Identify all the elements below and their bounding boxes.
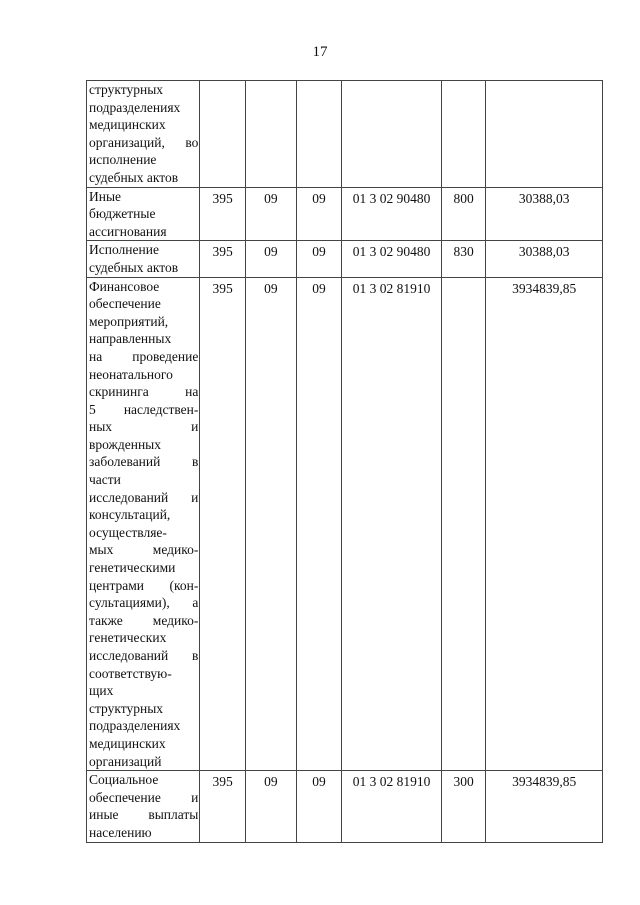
section-cell: 09 bbox=[245, 277, 296, 771]
description-line: обеспечение и bbox=[89, 789, 199, 805]
grbs-cell: 395 bbox=[200, 241, 246, 277]
description-line: судебных актов bbox=[89, 169, 179, 185]
description-line: мероприятий, bbox=[89, 313, 169, 329]
table-row bbox=[87, 241, 603, 277]
description-line: обеспечение bbox=[89, 296, 161, 312]
description-line: направленных bbox=[89, 331, 172, 347]
description-line: ных и bbox=[89, 419, 199, 435]
description-cell bbox=[87, 187, 200, 241]
description-line: генетических bbox=[89, 630, 167, 646]
description-line: медицинских bbox=[89, 117, 166, 133]
page-number: 17 bbox=[312, 44, 328, 60]
budget-table bbox=[86, 80, 603, 843]
description-line: подразделениях bbox=[89, 718, 181, 734]
sum-cell bbox=[486, 81, 603, 188]
target-article-cell bbox=[342, 81, 442, 188]
description-line: центрами (кон- bbox=[89, 577, 199, 593]
description-line: структурных bbox=[89, 82, 164, 97]
description-cell bbox=[87, 771, 200, 842]
target-article-cell: 01 3 02 90480 bbox=[342, 241, 442, 277]
description-line: Социальное bbox=[89, 772, 159, 788]
description-line: генетическими bbox=[89, 560, 176, 576]
expense-type-cell bbox=[441, 81, 486, 188]
target-article-cell: 01 3 02 90480 bbox=[342, 187, 442, 241]
description-line: организаций bbox=[89, 753, 162, 769]
description-line: также медико- bbox=[89, 612, 199, 628]
section-cell: 09 bbox=[245, 187, 296, 241]
description-cell bbox=[87, 81, 200, 188]
section-cell: 09 bbox=[245, 771, 296, 842]
description-line: на проведение bbox=[89, 348, 199, 364]
description-line: сультациями), а bbox=[89, 595, 199, 611]
description-line: организаций, во bbox=[89, 134, 199, 150]
description-line: части bbox=[89, 472, 121, 488]
section-cell: 09 bbox=[245, 241, 296, 277]
sum-cell: 30388,03 bbox=[486, 241, 603, 277]
description-line: соответствую- bbox=[89, 665, 172, 681]
grbs-cell: 395 bbox=[200, 277, 246, 771]
grbs-cell bbox=[200, 81, 246, 188]
description-line: структурных bbox=[89, 700, 164, 716]
description-line: щих bbox=[89, 683, 114, 699]
description-line: подразделениях bbox=[89, 99, 181, 115]
description-line: врожденных bbox=[89, 436, 161, 452]
expense-type-cell: 300 bbox=[441, 771, 486, 842]
sum-cell: 30388,03 bbox=[486, 187, 603, 241]
description-line: ассигнования bbox=[89, 223, 167, 239]
description-line: населению bbox=[89, 824, 152, 840]
description-line: бюджетные bbox=[89, 206, 156, 222]
subsection-cell: 09 bbox=[296, 277, 342, 771]
description-line: иные выплаты bbox=[89, 807, 199, 823]
description-line: мых медико- bbox=[89, 542, 199, 558]
description-line: исследований в bbox=[89, 648, 199, 663]
description-line: 5 наследствен- bbox=[89, 401, 199, 417]
table-row bbox=[87, 187, 603, 241]
description-line: Исполнение bbox=[89, 242, 159, 258]
description-line: медицинских bbox=[89, 735, 166, 751]
description-line: осуществляе- bbox=[89, 524, 167, 540]
expense-type-cell: 800 bbox=[441, 187, 486, 241]
section-cell bbox=[245, 81, 296, 188]
description-line: неонатального bbox=[89, 366, 173, 382]
target-article-cell: 01 3 02 81910 bbox=[342, 277, 442, 771]
description-line: исследований и bbox=[89, 489, 199, 505]
sum-cell: 3934839,85 bbox=[486, 771, 603, 842]
target-article-cell: 01 3 02 81910 bbox=[342, 771, 442, 842]
description-line: консультаций, bbox=[89, 507, 171, 523]
sum-cell: 3934839,85 bbox=[486, 277, 603, 771]
subsection-cell: 09 bbox=[296, 241, 342, 277]
grbs-cell: 395 bbox=[200, 771, 246, 842]
description-line: скрининга на bbox=[89, 384, 199, 400]
expense-type-cell: 830 bbox=[441, 241, 486, 277]
table-row bbox=[87, 277, 603, 771]
table-row bbox=[87, 81, 603, 188]
subsection-cell bbox=[296, 81, 342, 188]
description-cell bbox=[87, 277, 200, 771]
description-line: Финансовое bbox=[89, 278, 160, 294]
table-row bbox=[87, 771, 603, 842]
description-line: заболеваний в bbox=[89, 454, 199, 470]
description-line: исполнение bbox=[89, 152, 157, 168]
description-line: судебных актов bbox=[89, 259, 179, 275]
grbs-cell: 395 bbox=[200, 187, 246, 241]
description-cell bbox=[87, 241, 200, 277]
subsection-cell: 09 bbox=[296, 187, 342, 241]
subsection-cell: 09 bbox=[296, 771, 342, 842]
description-line: Иные bbox=[89, 188, 122, 204]
expense-type-cell bbox=[441, 277, 486, 771]
